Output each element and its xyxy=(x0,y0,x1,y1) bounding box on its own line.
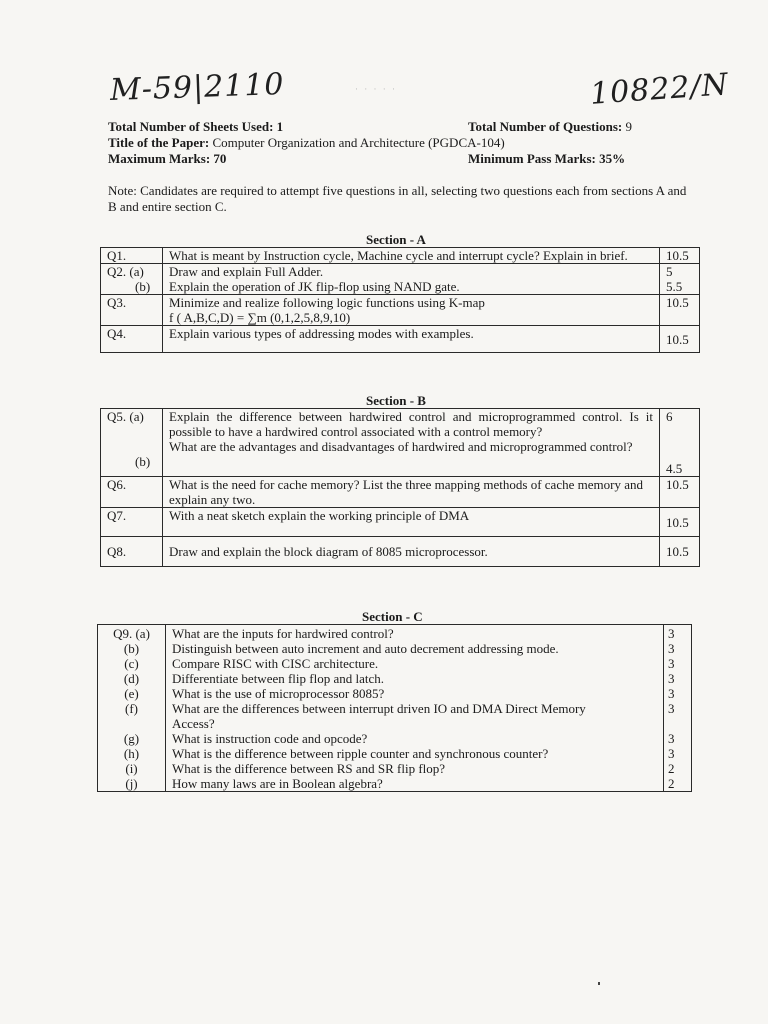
question-number: (c) xyxy=(124,656,139,671)
question-marks: 10.5 xyxy=(660,326,700,353)
question-text: With a neat sketch explain the working principle of DMA xyxy=(163,508,660,537)
scan-smudge: · · · · · xyxy=(355,84,397,94)
question-number: (b) xyxy=(135,279,151,294)
question-marks: 3 xyxy=(668,641,675,656)
section-c-title: Section - C xyxy=(362,609,423,624)
paper-title-label: Title of the Paper: xyxy=(108,135,210,150)
question-text: What are the inputs for hardwired control? xyxy=(172,626,394,641)
question-text: Minimize and realize following logic functions using K-map xyxy=(169,295,485,310)
question-text: Draw and explain Full Adder. xyxy=(169,264,324,279)
question-text: What is instruction code and opcode? xyxy=(172,731,368,746)
min-pass-marks: Minimum Pass Marks: 35% xyxy=(468,151,626,166)
question-marks: 5.5 xyxy=(666,279,683,294)
question-number: Q4. xyxy=(101,326,163,353)
max-marks: Maximum Marks: 70 xyxy=(108,151,227,166)
question-text: Explain the operation of JK flip-flop using NAND gate. xyxy=(169,279,460,294)
question-number: (e) xyxy=(124,686,139,701)
sheets-value: 1 xyxy=(276,119,284,134)
question-number: (b) xyxy=(135,454,151,469)
question-number: Q1. xyxy=(101,248,163,264)
question-marks: 3 xyxy=(668,656,675,671)
question-text: What is meant by Instruction cycle, Machine cycle and interrupt cycle? Explain in brief. xyxy=(163,248,660,264)
question-marks: 3 xyxy=(668,686,675,701)
table-row xyxy=(101,248,700,264)
question-text: What is the use of microprocessor 8085? xyxy=(172,686,385,701)
question-text: Explain various types of addressing modes with examples. xyxy=(163,326,660,353)
question-text: Distinguish between auto increment and auto decrement addressing mode. xyxy=(172,641,559,656)
table-row xyxy=(101,477,700,508)
question-number: (j) xyxy=(125,776,138,791)
question-text: Draw and explain the block diagram of 8085 microprocessor. xyxy=(163,537,660,567)
question-marks: 2 xyxy=(668,761,675,776)
question-marks: 10.5 xyxy=(660,248,700,264)
question-marks: 3 xyxy=(668,701,675,716)
question-marks: 10.5 xyxy=(660,295,700,326)
section-c-table xyxy=(97,624,692,792)
table-row xyxy=(98,625,692,792)
question-number: (d) xyxy=(123,671,140,686)
question-text: What is the difference between RS and SR flip flop? xyxy=(172,761,446,776)
question-text: What is the difference between ripple counter and synchronous counter? xyxy=(172,746,549,761)
question-marks: 10.5 xyxy=(660,477,700,508)
question-number: (f) xyxy=(125,701,138,716)
handwritten-code-right: 10822/N xyxy=(588,67,730,112)
question-marks: 4.5 xyxy=(666,461,683,476)
question-text: What are the differences between interrupt driven IO and DMA Direct Memory xyxy=(172,701,586,716)
table-row xyxy=(101,295,700,326)
table-row xyxy=(101,326,700,353)
question-marks: 10.5 xyxy=(660,537,700,567)
question-number: Q3. xyxy=(101,295,163,326)
question-marks: 2 xyxy=(668,776,675,791)
question-number: Q6. xyxy=(101,477,163,508)
question-number: (g) xyxy=(123,731,140,746)
question-text: Differentiate between flip flop and latch. xyxy=(172,671,385,686)
question-marks: 3 xyxy=(668,731,675,746)
question-text: What is the need for cache memory? List the three mapping methods of cache memory and explain any two. xyxy=(163,477,660,508)
section-a-title: Section - A xyxy=(366,232,426,247)
question-text: Explain the difference between hardwired control and microprogrammed control. Is it possible to have a hardwired control associated with a control memory? xyxy=(169,409,653,439)
question-number: Q7. xyxy=(101,508,163,537)
question-number: (b) xyxy=(123,641,140,656)
question-text: Compare RISC with CISC architecture. xyxy=(172,656,379,671)
question-number: (h) xyxy=(123,746,140,761)
question-marks: 5 xyxy=(666,264,673,279)
section-a-table xyxy=(100,247,700,353)
table-row xyxy=(101,508,700,537)
section-b-table xyxy=(100,408,700,567)
question-number: (i) xyxy=(125,761,138,776)
question-text: Access? xyxy=(172,716,215,731)
question-marks: 3 xyxy=(668,626,675,641)
logic-function: f ( A,B,C,D) = ∑m (0,1,2,5,8,9,10) xyxy=(169,310,351,325)
question-text: What are the advantages and disadvantages of hardwired and microprogrammed control? xyxy=(169,439,633,454)
sheets-line xyxy=(108,119,283,135)
question-number: Q5. (a) xyxy=(107,409,144,424)
question-number: Q2. (a) xyxy=(107,264,144,279)
paper-title-line xyxy=(108,135,505,151)
handwritten-code-left: M-59|2110 xyxy=(109,66,286,109)
question-marks: 3 xyxy=(668,746,675,761)
questions-value: 9 xyxy=(625,119,632,134)
questions-label: Total Number of Questions: xyxy=(468,119,623,134)
table-row xyxy=(101,409,700,477)
question-number: Q8. xyxy=(101,537,163,567)
question-text: How many laws are in Boolean algebra? xyxy=(172,776,383,791)
question-marks: 3 xyxy=(668,671,675,686)
question-marks: 10.5 xyxy=(660,508,700,537)
sheets-label: Total Number of Sheets Used: xyxy=(108,119,274,134)
section-b-title: Section - B xyxy=(366,393,426,408)
question-number: Q9. (a) xyxy=(113,626,150,641)
paper-title-value: Computer Organization and Architecture (PGDCA-104) xyxy=(212,135,505,150)
table-row xyxy=(101,537,700,567)
instructions-note: Note: Candidates are required to attempt five questions in all, selecting two questions each from sections A and B and entire section C. xyxy=(108,183,687,214)
stray-mark xyxy=(598,982,600,985)
table-row xyxy=(101,264,700,295)
questions-line xyxy=(468,119,632,135)
question-marks: 6 xyxy=(666,409,673,424)
